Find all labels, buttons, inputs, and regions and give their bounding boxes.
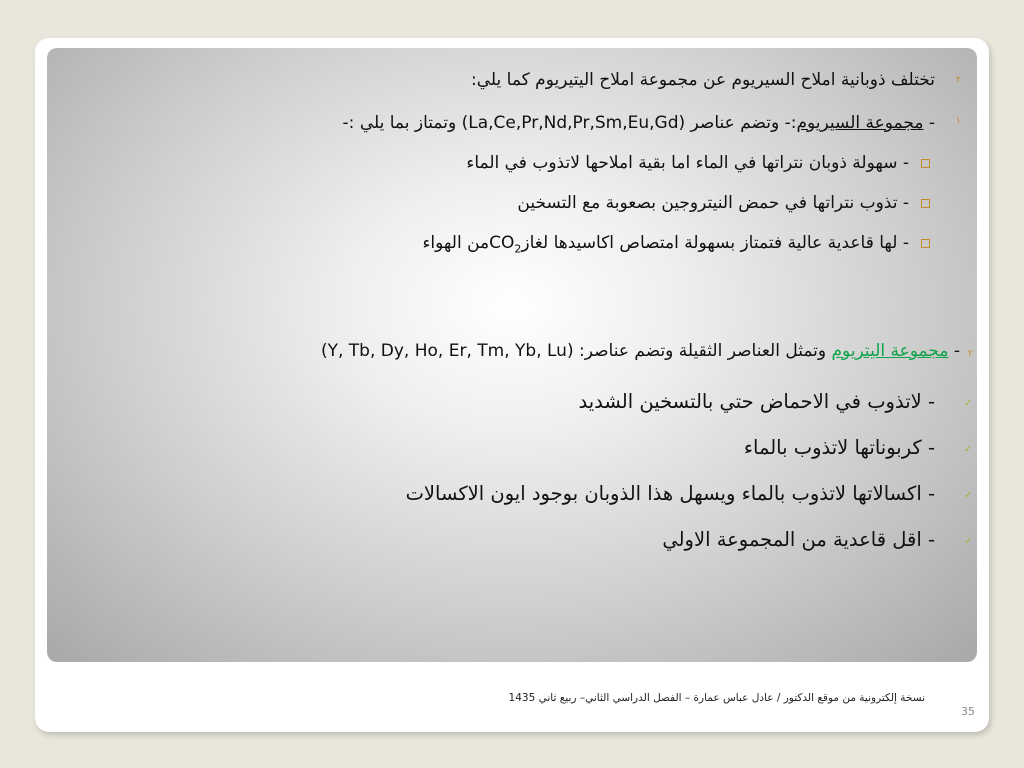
square-bullet-icon xyxy=(921,199,930,208)
list-item: - تذوب نتراتها في حمض النيتروجين بصعوبة مع التسخين xyxy=(517,193,909,213)
cerium-group-name: مجموعة السيريوم xyxy=(796,113,924,133)
yttrium-group-line xyxy=(321,341,960,361)
list-item: - اكسالاتها لاتذوب بالماء ويسهل هذا الذوبان بوجود ايون الاكسالات xyxy=(405,482,935,505)
list-item: - اقل قاعدية من المجموعة الاولي xyxy=(662,528,935,551)
check-icon: ✓ xyxy=(964,536,973,547)
list-item: - سهولة ذوبان نتراتها في الماء اما بقية املاحها لاتذوب في الماء xyxy=(466,153,909,173)
square-bullet-icon xyxy=(921,159,930,168)
intro-text: تختلف ذوبانية املاح السيريوم عن مجموعة املاح اليتيريوم كما يلي: xyxy=(471,70,935,90)
dash: - xyxy=(928,113,935,133)
cerium-group-desc: :- وتضم عناصر xyxy=(690,113,797,133)
cerium-group-tail: وتمتاز بما يلي :- xyxy=(342,113,457,133)
item-text-end: من الهواء xyxy=(422,233,490,253)
co2-formula xyxy=(489,233,522,256)
list-item xyxy=(422,233,909,255)
check-icon: ✓ xyxy=(964,490,973,501)
list-item: - كربوناتها لاتذوب بالماء xyxy=(743,436,935,459)
cerium-elements: (La,Ce,Pr,Nd,Pr,Sm,Eu,Gd) xyxy=(461,113,686,133)
cerium-group-line xyxy=(343,113,935,133)
list-item: - لاتذوب في الاحماض حتي بالتسخين الشديد xyxy=(578,390,935,413)
yttrium-elements: (Y, Tb, Dy, Ho, Er, Tm, Yb, Lu) xyxy=(320,341,574,361)
check-icon: ✓ xyxy=(964,398,973,409)
bullet-number: ١ xyxy=(956,116,961,126)
square-bullet-icon xyxy=(921,239,930,248)
subscript: 2 xyxy=(514,242,522,256)
page-number: 35 xyxy=(961,705,975,718)
co-text: CO xyxy=(489,233,515,253)
bullet-number: ٢ xyxy=(968,349,973,359)
yttrium-group-desc: وتمثل العناصر الثقيلة وتضم عناصر: xyxy=(578,341,827,361)
dash: - xyxy=(953,341,960,361)
check-icon: ✓ xyxy=(964,444,973,455)
yttrium-group-name: مجموعة اليتريوم xyxy=(831,341,949,361)
item-text: - لها قاعدية عالية فتمتاز بسهولة امتصاص اكاسيدها لغاز xyxy=(521,233,909,253)
footer-text: نسخة إلكترونية من موقع الدكتور / عادل عباس عمارة – الفصل الدراسي الثاني– ربيع ثاني 1435 xyxy=(508,692,925,704)
bullet-number: ٢ xyxy=(956,75,961,85)
